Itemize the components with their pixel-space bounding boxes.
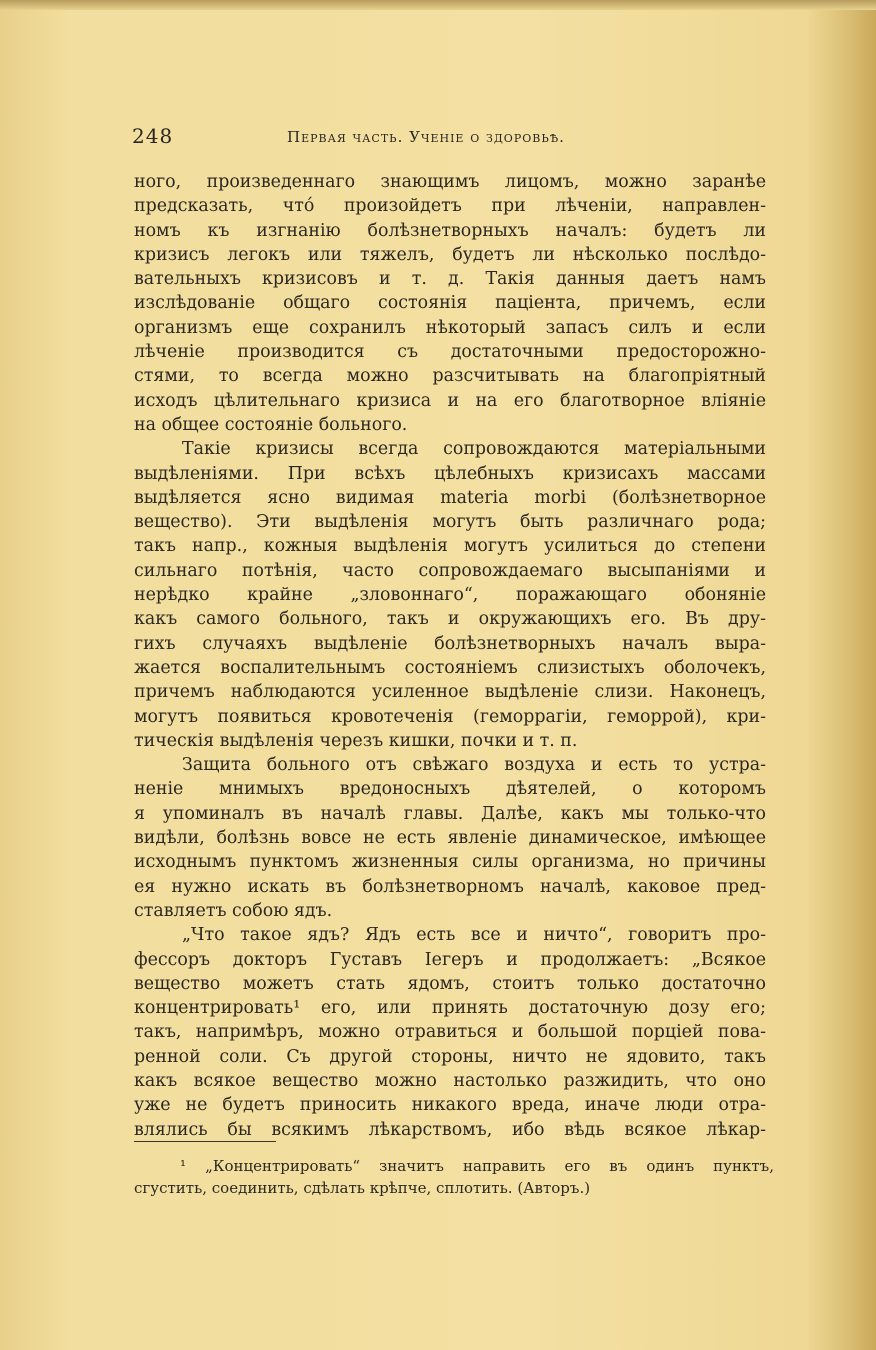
text-line: ея нужно искать въ болѣзнетворномъ началѣ, каковое пред-	[134, 876, 766, 897]
text-line: ставляетъ собою ядъ.	[134, 900, 333, 921]
text-line: кризисъ легокъ или тяжелъ, будетъ ли нѣсколько послѣдо-	[134, 244, 766, 265]
text-line: вательныхъ кризисовъ и т. д. Такія данныя даетъ намъ	[134, 269, 766, 290]
text-line: исходнымъ пунктомъ жизненныя силы организма, но причины	[134, 852, 766, 873]
text-line: я упоминалъ въ началѣ главы. Далѣе, какъ мы только-что	[134, 803, 766, 824]
text-line: влялись бы всякимъ лѣкарствомъ, ибо вѣдь всякое лѣкар-	[134, 1119, 766, 1140]
text-line: ного, произведеннаго знающимъ лицомъ, можно заранѣе	[134, 172, 766, 192]
text-line: видѣли, болѣзнь вовсе не есть явленіе динамическое, имѣющее	[134, 828, 766, 849]
text-line: такъ напр., кожныя выдѣленія могутъ усилиться до степени	[134, 536, 766, 557]
text-line: лѣченіе производится съ достаточными предосторожно-	[134, 342, 766, 363]
text-line: концентрировать¹ его, или принять достаточную дозу его;	[134, 998, 766, 1019]
text-line: уже не будетъ приносить никакого вреда, иначе люди отра-	[134, 1095, 766, 1116]
text-line: номъ къ изгнанію болѣзнетворныхъ началъ: будетъ ли	[134, 220, 766, 241]
footnote-line: сгустить, соединить, сдѣлать крѣпче, сплотить. (Авторъ.)	[134, 1179, 591, 1197]
text-line: изслѣдованіе общаго состоянія паціента, причемъ, если	[134, 293, 766, 314]
text-line: жается воспалительнымъ состояніемъ слизистыхъ оболочекъ,	[134, 657, 766, 678]
page-header	[132, 124, 772, 154]
text-line: неніе мнимыхъ вредоносныхъ дѣятелей, о которомъ	[134, 779, 766, 800]
text-line: Такіе кризисы всегда сопровождаются матеріальными	[182, 439, 766, 460]
text-line: какъ всякое вещество можно настолько разжидить, что оно	[134, 1070, 766, 1091]
body-text	[134, 170, 766, 1142]
text-line: „Что такое ядъ? Ядъ есть все и ничто“, говоритъ про-	[182, 925, 766, 946]
text-line: выдѣленіями. При всѣхъ цѣлебныхъ кризисахъ массами	[134, 463, 766, 484]
text-line: такъ, напримѣръ, можно отравиться и большой порціей пова-	[134, 1022, 766, 1043]
text-line: исходъ цѣлительнаго кризиса и на его благотворное вліяніе	[134, 390, 766, 411]
text-line: гихъ случаяхъ выдѣленіе болѣзнетворныхъ началъ выра-	[134, 633, 766, 654]
running-title: Первая часть. Ученіе о здоровьѣ.	[287, 128, 565, 146]
text-line: могутъ появиться кровотеченія (геморрагіи, геморрой), кри-	[134, 706, 766, 727]
text-line: стями, то всегда можно разсчитывать на благопріятный	[134, 366, 766, 387]
text-line: тическія выдѣленія черезъ кишки, почки и т. п.	[134, 730, 578, 751]
text-line: фессоръ докторъ Густавъ Iегеръ и продолжаетъ: „Всякое	[134, 949, 766, 970]
footnote-line: ¹ „Концентрировать“ значитъ направить его въ одинъ пунктъ,	[180, 1157, 774, 1175]
page-number: 248	[132, 124, 174, 148]
text-line: ренной соли. Съ другой стороны, ничто не ядовито, такъ	[134, 1046, 766, 1067]
text-line: какъ самого больного, такъ и окружающихъ его. Въ дру-	[134, 609, 766, 630]
text-line: вещество). Эти выдѣленія могутъ быть различнаго рода;	[134, 512, 766, 533]
text-line: причемъ наблюдаются усиленное выдѣленіе слизи. Наконецъ,	[134, 682, 766, 703]
text-line: Защита больного отъ свѣжаго воздуха и есть то устра-	[182, 755, 766, 776]
footnote-rule	[134, 1141, 276, 1142]
text-line: нерѣдко крайне „зловоннаго“, поражающаго обоняніе	[134, 585, 766, 606]
text-line: организмъ еще сохранилъ нѣкоторый запасъ силъ и если	[134, 317, 766, 338]
page-top-edge	[0, 0, 876, 10]
text-line: предсказать, что́ произойдетъ при лѣченіи, направлен-	[134, 196, 766, 217]
footnotes	[134, 1155, 774, 1199]
text-line: сильнаго потѣнія, часто сопровождаемаго высыпаніями и	[134, 560, 766, 581]
text-line: на общее состояніе больного.	[134, 414, 408, 435]
text-line: выдѣляется ясно видимая materia morbi (болѣзнетворное	[134, 487, 766, 508]
text-line: вещество можетъ стать ядомъ, стоитъ только достаточно	[134, 973, 766, 994]
